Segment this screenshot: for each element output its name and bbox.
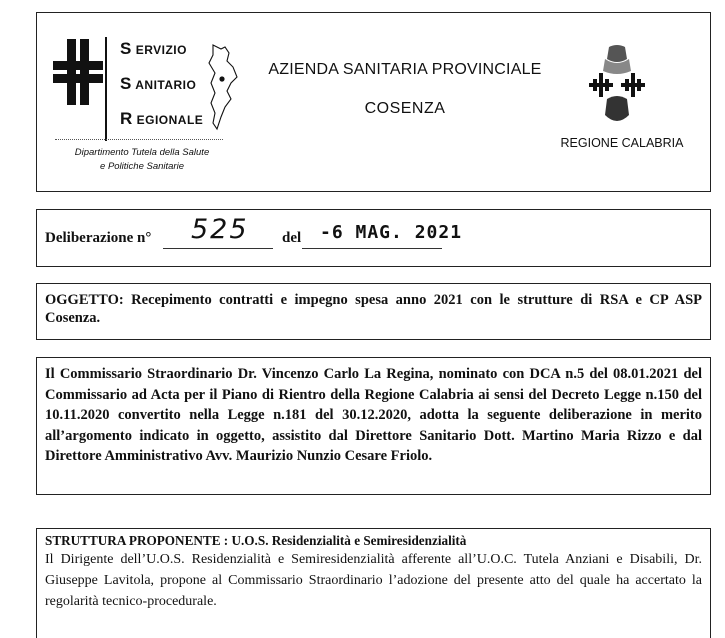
ssr-cross-logo — [53, 39, 103, 105]
region-name: REGIONE CALABRIA — [560, 136, 684, 150]
deliberazione-date-stamp: -6 MAG. 2021 — [320, 222, 463, 243]
commissario-text: Il Commissario Straordinario Dr. Vincenzo Carlo La Regina, nominato con DCA n.5 del 08.01.2021 del Commissario ad Acta per il Piano di Rientro della Regione Calabria ai sensi del Decreto Legge n.150 del 10.11.2020 convertito nella Legge n.181 del 30.12.2020, adotta la seguente deliberazione in merito all’argomento indicato in oggetto, assistito dal Direttore Sanitario Dott. Martino Maria Rizzo e dal Direttore Amministrativo Avv. Maurizio Nunzio Cesare Friolo. — [45, 366, 702, 464]
ssr-line-sanitario: S ANITARIO — [120, 74, 197, 93]
struttura-box — [36, 528, 711, 638]
deliberazione-box — [36, 209, 711, 267]
commissario-box — [36, 357, 711, 495]
oggetto-text: OGGETTO: Recepimento contratti e impegno spesa anno 2021 con le strutture di RSA e CP ASP Cosenza. — [45, 292, 702, 326]
department-line-1: Dipartimento Tutela della Salute — [74, 147, 210, 158]
dotted-separator — [55, 139, 223, 140]
deliberazione-label: Deliberazione n° — [45, 230, 152, 246]
calabria-map-icon — [207, 43, 239, 131]
letterhead — [36, 12, 711, 192]
asp-city: COSENZA — [364, 100, 446, 117]
asp-title: AZIENDA SANITARIA PROVINCIALE — [268, 61, 542, 78]
calabria-crest-icon — [585, 45, 649, 125]
oggetto-box — [36, 283, 711, 340]
deliberazione-number: 525 — [191, 214, 249, 245]
del-label: del — [282, 230, 302, 246]
struttura-heading: STRUTTURA PROPONENTE : U.O.S. Residenzialità e Semiresidenzialità — [45, 533, 467, 548]
date-underline — [302, 248, 442, 249]
ssr-divider — [105, 37, 107, 141]
department-line-2: e Politiche Sanitarie — [100, 161, 184, 172]
number-underline — [163, 248, 273, 249]
ssr-line-servizio: S ERVIZIO — [120, 39, 187, 58]
struttura-body: Il Dirigente dell’U.O.S. Residenzialità e Semiresidenzialità afferente all’U.O.C. Tutela Anziani e Disabili, Dr. Giuseppe Lavitola, propone al Commissario Straordinario l’adozione del presente atto del quale ha accertato la regolarità tecnico-procedurale. — [45, 552, 702, 609]
ssr-line-regionale: R EGIONALE — [120, 109, 204, 128]
